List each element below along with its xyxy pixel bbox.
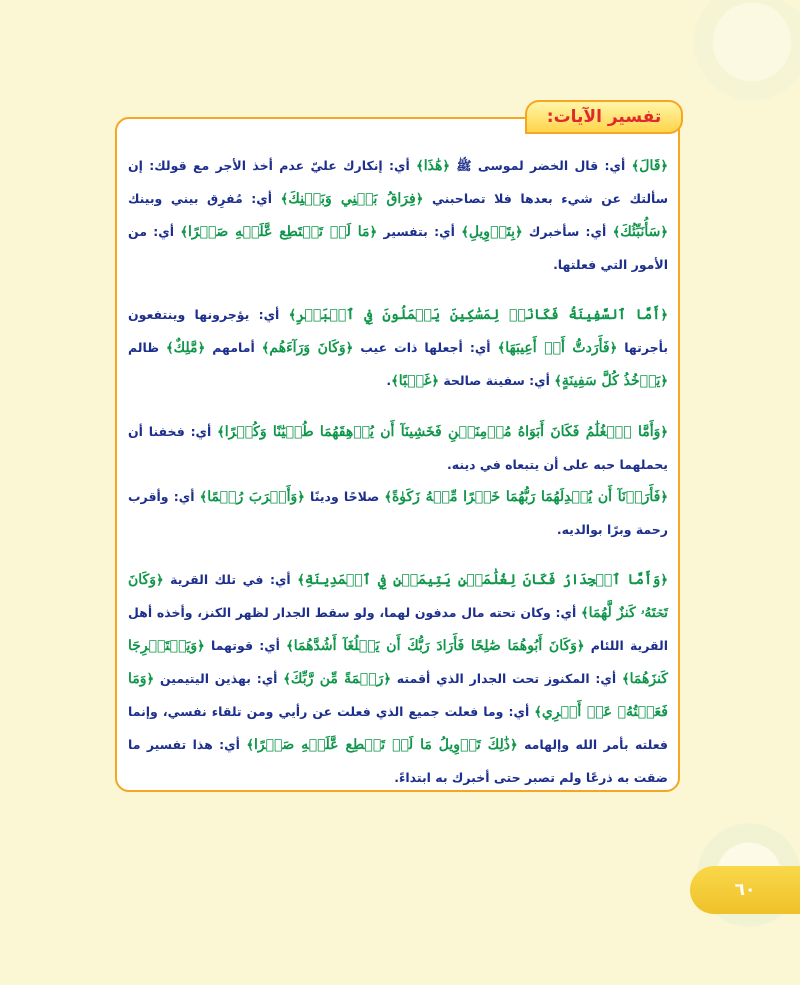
- explanation: أي: من الأمور التي فعلتها.: [128, 224, 668, 272]
- paragraph-5: ﴿وَأَمَّا ٱلۡجِدَارُ فَكَانَ لِغُلَٰمَيۡنِ يَتِيمَيۡنِ فِي ٱلۡمَدِينَةِ﴾ أي: في تلك القرية ﴿وَكَانَ تَحۡتَهُۥ كَنزٌ لَّهُمَا﴾ أي: وكان تحته مال مدفون لهما، ولو سقط الجدار لظهر الكنز، وأخذه أهل القرية اللئام ﴿وَكَانَ أَبُوهُمَا صَٰلِحًا فَأَرَادَ رَبُّكَ أَن يَبۡلُغَآ أَشُدَّهُمَا﴾ أي: قوتهما ﴿وَيَسۡتَخۡرِجَا كَنزَهُمَا﴾ أي: المكنوز تحت الجدار الذي أقمته ﴿رَحۡمَةً مِّن رَّبِّكَ﴾ أي: بهذين اليتيمين ﴿وَمَا فَعَلۡتُهُۥ عَنۡ أَمۡرِي﴾ أي: وما فعلت جميع الذي فعلت عن رأيي ومن تلقاء نفسي، وإنما فعلته بأمر الله وإلهامه ﴿ذَٰلِكَ تَأۡوِيلُ مَا لَمۡ تَسۡطِع عَّلَيۡهِ صَبۡرًا﴾ أي: هذا تفسير ما ضقت به ذرعًا ولم تصبر حتى أخبرك به ابتداءً.: [128, 572, 668, 785]
- explanation: أي: مُفرِق بيني وبينك: [128, 191, 273, 206]
- verse-word: هَٰذَا: [423, 158, 443, 174]
- explanation: .: [386, 373, 392, 388]
- explanation: أي: سفينة صالحة: [443, 373, 550, 388]
- verse-word: وَكَانَ أَبُوهُمَا صَٰلِحًا فَأَرَادَ رَبُّكَ أَن يَبۡلُغَآ أَشُدَّهُمَا: [293, 638, 577, 654]
- verse-word: فَأَرَدۡنَآ أَن يُبۡدِلَهُمَا رَبُّهُمَا خَيۡرًا مِّنۡهُ زَكَوٰةً: [391, 489, 661, 505]
- explanation: أي: أجعلها ذات عيب: [360, 340, 491, 355]
- verse-word: وَكَانَ وَرَآءَهُم: [269, 340, 346, 356]
- tafsir-text: [128, 150, 668, 812]
- explanation: صلاحًا ودينًا: [310, 489, 380, 504]
- verse-word: فِرَاقُ بَيۡنِي وَبَيۡنِكَ: [288, 191, 416, 207]
- verse-word: وَكَانَ تَحۡتَهُۥ كَنزٌ لَّهُمَا: [128, 572, 668, 621]
- verse-word: وَأَقۡرَبَ رُحۡمًا: [207, 489, 298, 505]
- explanation: أي: بتفسير: [383, 224, 455, 239]
- verse-word: وَيَسۡتَخۡرِجَا كَنزَهُمَا: [128, 638, 668, 687]
- explanation: أمامهم: [212, 340, 255, 355]
- verse-word: ذَٰلِكَ تَأۡوِيلُ مَا لَمۡ تَسۡطِع عَّلَيۡهِ صَبۡرًا: [253, 737, 511, 753]
- explanation: أي: وأقرب رحمة وبرًا بوالديه.: [128, 489, 668, 537]
- verse-word: فَأَرَدتُّ أَنۡ أَعِيبَهَا: [505, 340, 610, 356]
- paragraph-4: ﴿فَأَرَدۡنَآ أَن يُبۡدِلَهُمَا رَبُّهُمَا خَيۡرًا مِّنۡهُ زَكَوٰةً﴾ صلاحًا ودينًا ﴿وَأَقۡرَبَ رُحۡمًا﴾ أي: وأقرب رحمة وبرًا بوالديه.: [128, 489, 668, 537]
- paragraph-1: ﴿قَالَ﴾ أي: قال الخضر لموسى ﷺ ﴿هَٰذَا﴾ أي: إنكارك عليّ عدم أخذ الأجر مع قولك: إن سألتك عن شيء بعدها فلا تصاحبني ﴿فِرَاقُ بَيۡنِي وَبَيۡنِكَ﴾ أي: مُفرِق بيني وبينك ﴿سَأُنَبِّئُكَ﴾ أي: سأخبرك ﴿بِتَأۡوِيلِ﴾ أي: بتفسير ﴿مَا لَمۡ تَسۡتَطِع عَّلَيۡهِ صَبۡرًا﴾ أي: من الأمور التي فعلتها.: [128, 158, 669, 272]
- verse-word: وَأَمَّا ٱلۡغُلَٰمُ فَكَانَ أَبَوَاهُ مُؤۡمِنَيۡنِ فَخَشِينَآ أَن يُرۡهِقَهُمَا طُغۡيَٰنًا وَكُفۡرًا: [224, 424, 661, 440]
- page-number: ٦٠: [690, 866, 800, 914]
- explanation: أي: سأخبرك: [528, 224, 607, 239]
- verse-word: مَّلِكٌ: [173, 340, 198, 356]
- explanation: أي: المكنوز تحت الجدار الذي أقمته: [396, 671, 617, 686]
- explanation: أي: وما فعلت جميع الذي فعلت عن رأيي ومن تلقاء نفسي، وإنما فعلته بأمر الله وإلهامه: [128, 704, 668, 752]
- explanation: أي: في تلك القرية: [170, 572, 291, 587]
- verse-word: وَمَا فَعَلۡتُهُۥ عَنۡ أَمۡرِي: [128, 671, 668, 720]
- verse-word: وَأَمَّا ٱلۡجِدَارُ فَكَانَ لِغُلَٰمَيۡنِ يَتِيمَيۡنِ فِي ٱلۡمَدِينَةِ: [304, 572, 661, 588]
- explanation: أي: يؤجرونها وينتفعون بأجرتها: [128, 307, 669, 355]
- verse-word: أَمَّا ٱلسَّفِينَةُ فَكَانَتۡ لِمَسَٰكِينَ يَعۡمَلُونَ فِي ٱلۡبَحۡرِ: [296, 307, 661, 323]
- paragraph-3: ﴿وَأَمَّا ٱلۡغُلَٰمُ فَكَانَ أَبَوَاهُ مُؤۡمِنَيۡنِ فَخَشِينَآ أَن يُرۡهِقَهُمَا طُغۡيَٰنًا وَكُفۡرًا﴾ أي: فخفنا أن يحملهما حبه على أن يتبعاه في دينه.: [128, 424, 668, 472]
- explanation: أي: قوتهما: [210, 638, 280, 653]
- explanation: أي: إنكارك عليّ عدم أخذ الأجر مع قولك: إن سألتك عن شيء بعدها فلا تصاحبني: [128, 158, 668, 206]
- verse-word: يَأۡخُذُ كُلَّ سَفِينَةٍ: [561, 373, 661, 389]
- paragraph-2: ﴿أَمَّا ٱلسَّفِينَةُ فَكَانَتۡ لِمَسَٰكِينَ يَعۡمَلُونَ فِي ٱلۡبَحۡرِ﴾ أي: يؤجرونها وينتفعون بأجرتها ﴿فَأَرَدتُّ أَنۡ أَعِيبَهَا﴾ أي: أجعلها ذات عيب ﴿وَكَانَ وَرَآءَهُم﴾ أمامهم ﴿مَّلِكٌ﴾ ظالم ﴿يَأۡخُذُ كُلَّ سَفِينَةٍ﴾ أي: سفينة صالحة ﴿غَصۡبًا﴾.: [128, 307, 669, 389]
- explanation: أي: قال الخضر لموسى ﷺ: [456, 158, 626, 173]
- explanation: أي: وكان تحته مال مدفون لهما، ولو سقط الجدار لظهر الكنز، وأخذه أهل القرية اللئام: [128, 605, 668, 653]
- explanation: ظالم: [128, 340, 159, 355]
- explanation: أي: فخفنا أن يحملهما حبه على أن يتبعاه في دينه.: [128, 424, 668, 472]
- explanation: أي: هذا تفسير ما ضقت به ذرعًا ولم تصبر حتى أخبرك به ابتداءً.: [128, 737, 668, 785]
- verse-word: بِتَأۡوِيلِ: [468, 224, 515, 240]
- verse-word: قَالَ: [639, 158, 661, 174]
- verse-word: مَا لَمۡ تَسۡتَطِع عَّلَيۡهِ صَبۡرًا: [187, 224, 370, 240]
- verse-word: سَأُنَبِّئُكَ: [620, 224, 661, 240]
- verse-word: غَصۡبًا: [398, 373, 432, 389]
- explanation: أي: بهذين اليتيمين: [159, 671, 278, 686]
- section-title: تفسير الآيات:: [525, 100, 683, 134]
- verse-word: رَحۡمَةً مِّن رَّبِّكَ: [290, 671, 384, 687]
